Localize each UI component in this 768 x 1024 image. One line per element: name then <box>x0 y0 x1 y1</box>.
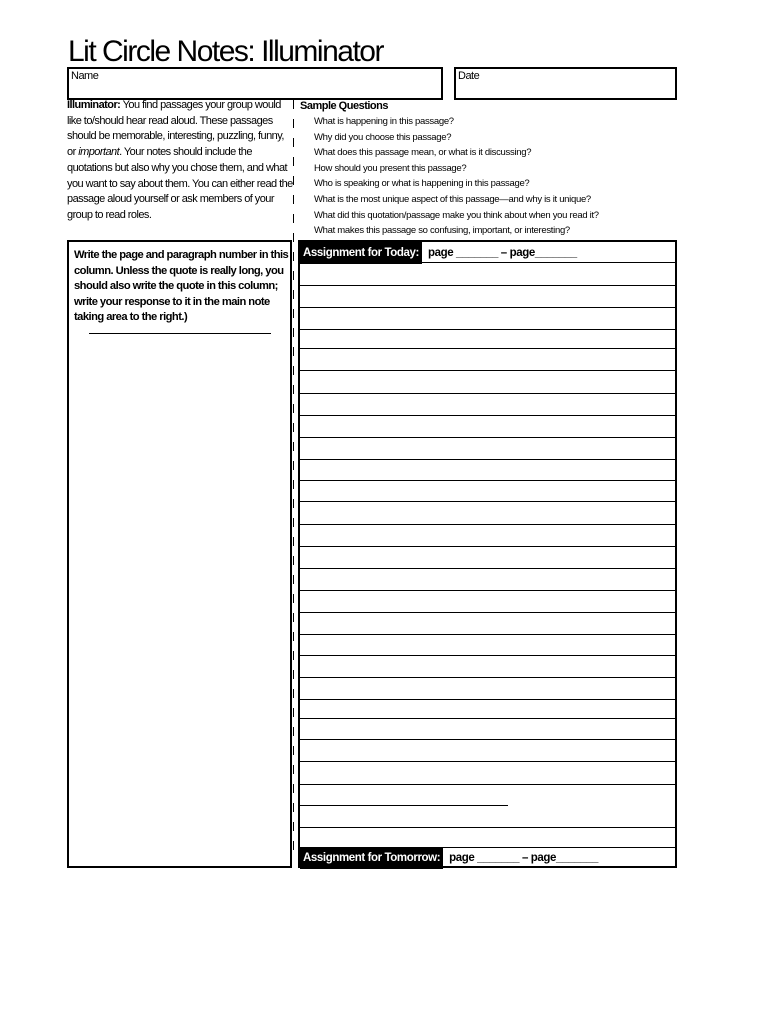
sample-questions-list <box>314 114 599 239</box>
assignment-tomorrow-pages: page _______ – page_______ <box>449 852 598 864</box>
note-line <box>300 718 675 719</box>
sample-question: What is happening in this passage? <box>314 116 454 127</box>
sample-questions-title: Sample Questions <box>300 100 388 112</box>
note-line <box>300 262 675 263</box>
note-line <box>300 655 675 656</box>
note-line <box>300 370 675 371</box>
note-line <box>300 480 675 481</box>
name-field[interactable] <box>67 67 443 100</box>
quote-column[interactable] <box>67 240 292 868</box>
note-line <box>300 634 675 635</box>
name-label: Name <box>71 70 99 82</box>
note-line <box>300 393 675 394</box>
role-description-text-end: . Your notes should include the quotations but also why you chose them, and what you want to say about them. You can either read the passage aloud yourself or ask members of your group to read roles. <box>67 146 293 221</box>
quote-column-instructions: Write the page and paragraph number in this column. Unless the quote is really long, you should also write the quote in this column; write your response to it in the main note taking area to the right.) <box>74 249 289 324</box>
sample-question: What is the most unique aspect of this passage—and why is it unique? <box>314 193 591 205</box>
role-description-text: You find passages your group would like to/should hear read aloud. These passages should be memorable, interesting, puzzling, funny, or <box>67 99 284 159</box>
page-title: Lit Circle Notes: Illuminator <box>68 35 383 68</box>
assignment-tomorrow <box>300 847 598 869</box>
note-line <box>300 784 675 785</box>
note-line <box>300 524 675 525</box>
assignment-today-label: Assignment for Today: <box>300 242 422 264</box>
role-description <box>67 98 295 224</box>
assignment-today-pages: page _______ – page_______ <box>427 247 577 259</box>
assignment-today <box>300 242 577 264</box>
note-line <box>300 590 675 591</box>
assignment-tomorrow-label: Assignment for Tomorrow: <box>300 847 443 869</box>
note-line <box>300 329 675 330</box>
note-line <box>300 415 675 416</box>
column-divider <box>293 100 294 860</box>
note-line <box>300 612 675 613</box>
note-line <box>300 739 675 740</box>
note-taking-area[interactable] <box>298 240 677 868</box>
note-line <box>300 699 675 700</box>
sample-question: What makes this passage so confusing, important, or interesting? <box>314 225 570 237</box>
note-line <box>300 285 675 286</box>
note-line <box>300 348 675 349</box>
date-field[interactable] <box>454 67 677 100</box>
date-label: Date <box>458 70 480 82</box>
note-line <box>300 827 675 828</box>
sample-question: Who is speaking or what is happening in this passage? <box>314 178 530 190</box>
note-line <box>300 677 675 678</box>
note-line <box>300 805 508 806</box>
sample-question: How should you present this passage? <box>314 162 467 174</box>
note-line <box>300 568 675 569</box>
note-line <box>300 459 675 460</box>
note-line <box>300 546 675 547</box>
sample-question: Why did you choose this passage? <box>314 131 452 143</box>
note-line <box>300 501 675 502</box>
note-line <box>300 437 675 438</box>
role-description-emphasis: important <box>78 146 120 159</box>
role-name: Illuminator: <box>67 99 121 111</box>
note-line <box>300 761 675 762</box>
sample-question: What does this passage mean, or what is it discussing? <box>314 147 532 159</box>
quote-column-rule <box>89 333 271 334</box>
note-line <box>300 307 675 308</box>
sample-question: What did this quotation/passage make you think about when you read it? <box>314 209 599 221</box>
